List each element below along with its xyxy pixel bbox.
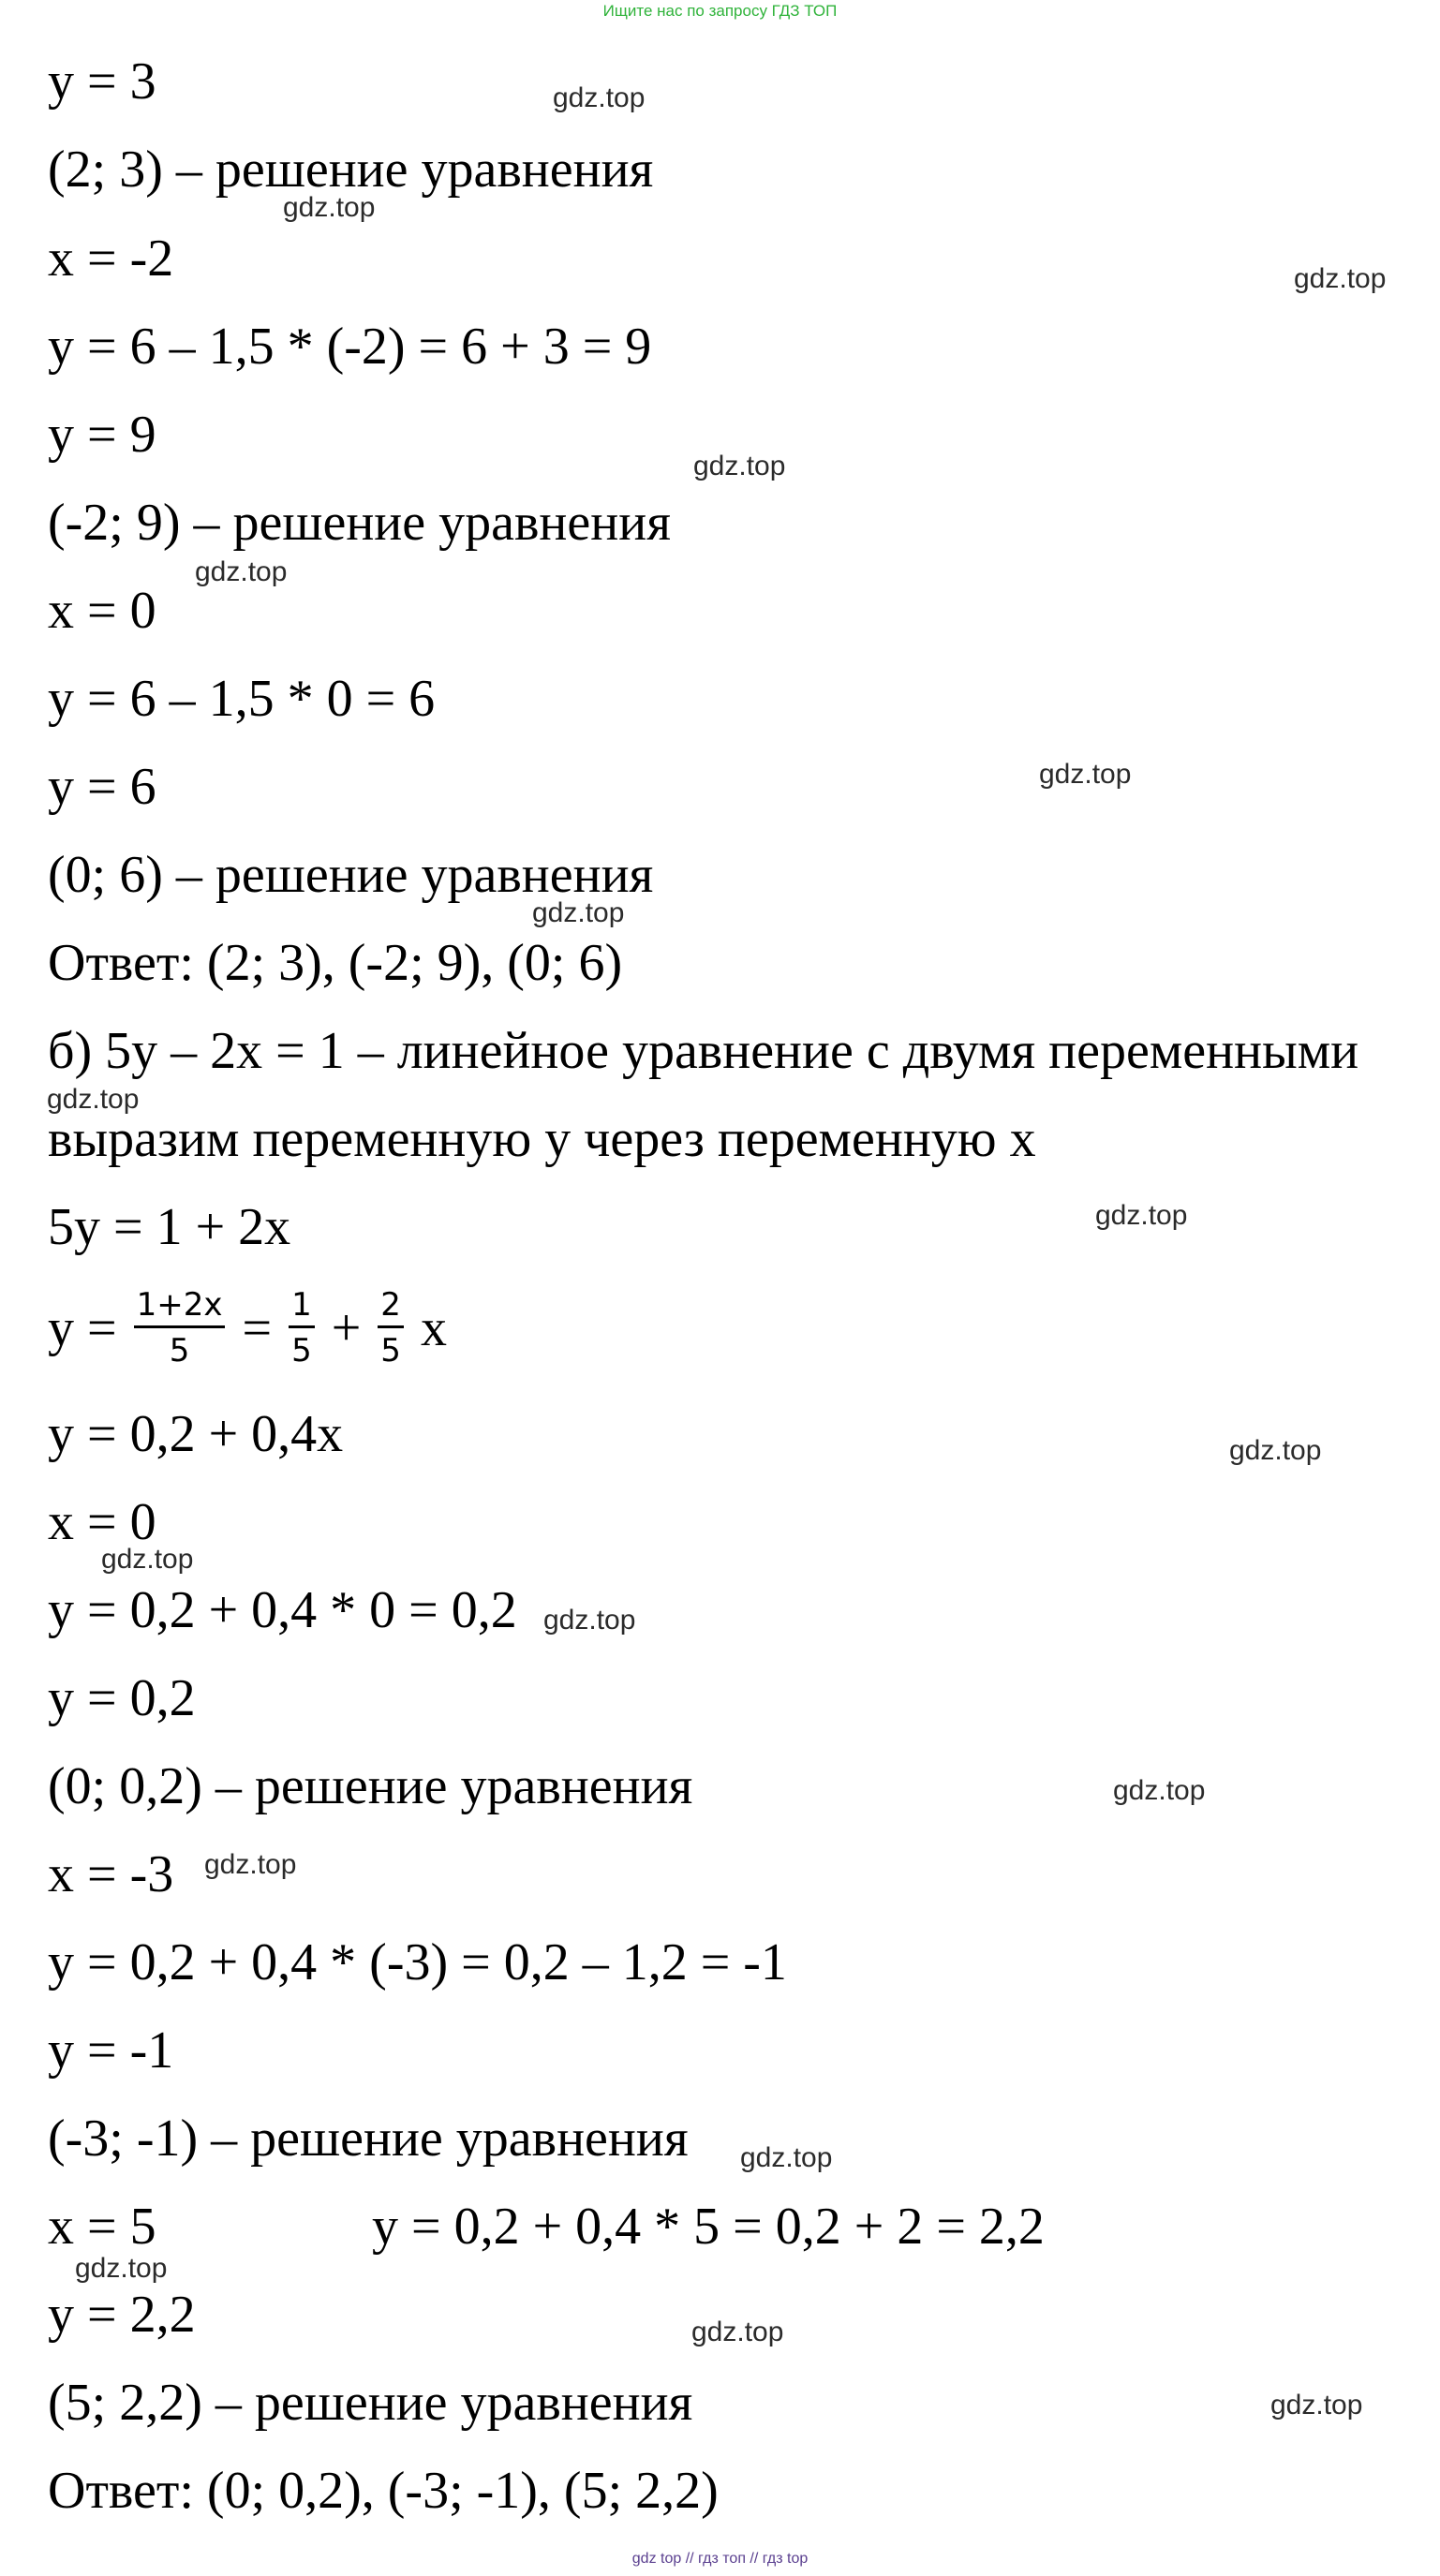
solution-line: y = 6 – 1,5 * 0 = 6 (48, 670, 436, 728)
y-calculation: y = 0,2 + 0,4 * 5 = 0,2 + 2 = 2,2 (372, 2198, 1045, 2256)
fraction-numerator: 2 (378, 1286, 404, 1328)
watermark: gdz.top (283, 192, 376, 223)
watermark: gdz.top (693, 451, 786, 481)
watermark: gdz.top (1095, 1200, 1188, 1231)
fraction-equation (48, 1286, 447, 1369)
watermark: gdz.top (1039, 759, 1132, 790)
solution-line: (2; 3) – решение уравнения (48, 141, 654, 199)
solution-line: (-3; -1) – решение уравнения (48, 2110, 689, 2168)
solution-line: y = 2,2 (48, 2286, 196, 2344)
task-heading: б) 5y – 2x = 1 – линейное уравнение с двумя переменными (48, 1022, 1359, 1080)
top-banner[interactable]: Ищите нас по запросу ГДЗ ТОП (602, 2, 838, 20)
solution-line: y = 6 (48, 758, 156, 816)
solution-line: y = 0,2 + 0,4x (48, 1405, 344, 1463)
solution-line: x = -3 (48, 1845, 174, 1903)
solution-line: 5y = 1 + 2x (48, 1198, 291, 1256)
watermark: gdz.top (1270, 2390, 1363, 2421)
solution-line: y = 3 (48, 52, 156, 111)
fraction-tail: x (420, 1298, 447, 1357)
solution-line: (0; 6) – решение уравнения (48, 846, 654, 904)
watermark: gdz.top (47, 1084, 140, 1115)
watermark: gdz.top (691, 2317, 784, 2347)
watermark: gdz.top (1229, 1435, 1322, 1466)
solution-line: y = 6 – 1,5 * (-2) = 6 + 3 = 9 (48, 318, 652, 376)
fraction-three (378, 1286, 404, 1369)
solution-line: y = 9 (48, 406, 156, 464)
solution-line: y = -1 (48, 2021, 174, 2080)
fraction-denominator: 5 (291, 1332, 312, 1369)
solution-line (48, 2197, 1045, 2257)
watermark: gdz.top (75, 2253, 168, 2284)
solution-line: выразим переменную y через переменную x (48, 1110, 1036, 1168)
fraction-denominator: 5 (380, 1332, 401, 1369)
fraction-lhs: y = (48, 1298, 117, 1357)
solution-line: y = 0,2 + 0,4 * 0 = 0,2 (48, 1581, 517, 1639)
solution-line: (0; 0,2) – решение уравнения (48, 1757, 693, 1815)
equals-sign: = (242, 1298, 273, 1357)
watermark: gdz.top (195, 556, 288, 587)
fraction-numerator: 1 (289, 1286, 315, 1328)
answer-line: Ответ: (0; 0,2), (-3; -1), (5; 2,2) (48, 2462, 719, 2520)
watermark: gdz.top (1294, 263, 1387, 294)
watermark: gdz.top (543, 1605, 636, 1636)
watermark: gdz.top (1113, 1775, 1206, 1806)
solution-line: y = 0,2 (48, 1669, 196, 1727)
solution-line: x = -2 (48, 229, 174, 288)
fraction-numerator: 1+2x (134, 1286, 226, 1328)
plus-sign: + (331, 1298, 362, 1357)
watermark: gdz.top (553, 82, 646, 113)
solution-line: x = 0 (48, 582, 156, 640)
watermark: gdz.top (101, 1544, 194, 1575)
fraction-two (289, 1286, 315, 1369)
answer-line: Ответ: (2; 3), (-2; 9), (0; 6) (48, 934, 623, 992)
fraction-one (134, 1286, 226, 1369)
watermark: gdz.top (204, 1849, 297, 1880)
footer-links[interactable]: gdz top // гдз топ // гдз top (631, 2551, 809, 2567)
fraction-denominator: 5 (169, 1332, 190, 1369)
watermark: gdz.top (740, 2142, 833, 2173)
solution-line: (5; 2,2) – решение уравнения (48, 2374, 693, 2432)
solution-line: (-2; 9) – решение уравнения (48, 494, 671, 552)
watermark: gdz.top (532, 897, 625, 928)
solution-line: y = 0,2 + 0,4 * (-3) = 0,2 – 1,2 = -1 (48, 1933, 787, 1991)
x-value: x = 5 (48, 2198, 156, 2256)
solution-line: x = 0 (48, 1493, 156, 1551)
